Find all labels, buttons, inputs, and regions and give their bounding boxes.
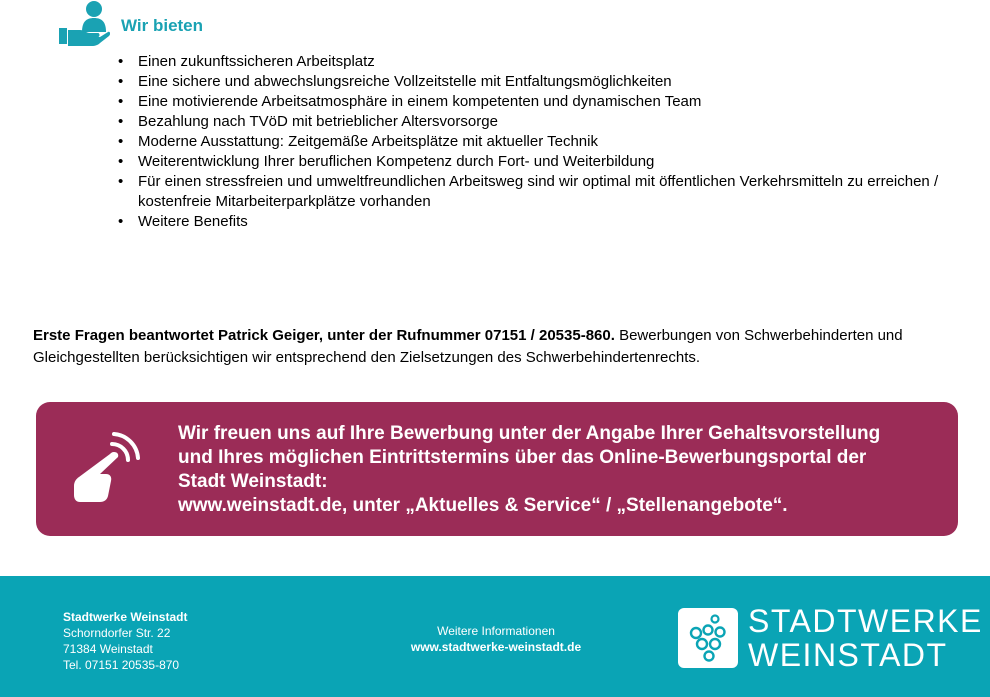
- logo-line-1: STADTWERKE: [748, 603, 983, 639]
- bullet: •: [118, 153, 124, 170]
- list-item-text: Bezahlung nach TVöD mit betrieblicher Altersvorsorge: [138, 113, 498, 130]
- list-item-text: Eine motivierende Arbeitsatmosphäre in einem kompetenten und dynamischen Team: [138, 93, 702, 110]
- list-item-text: Weiterentwicklung Ihrer beruflichen Kompetenz durch Fort- und Weiterbildung: [138, 153, 655, 170]
- list-item-text: Weitere Benefits: [138, 213, 248, 230]
- bullet: •: [118, 53, 124, 70]
- banner-line: und Ihres möglichen Eintrittstermins über das Online-Bewerbungsportal der: [178, 447, 867, 468]
- benefits-list: [118, 52, 968, 232]
- list-item-text: Einen zukunftssicheren Arbeitsplatz: [138, 53, 375, 70]
- banner-line: www.weinstadt.de, unter „Aktuelles & Service“ / „Stellenangebote“.: [178, 495, 788, 516]
- list-item: [118, 72, 968, 92]
- bullet: •: [118, 73, 124, 90]
- list-item: [118, 112, 968, 132]
- bullet: •: [118, 93, 124, 110]
- footer-org-name: Stadtwerke Weinstadt: [63, 610, 188, 624]
- list-item-text: Eine sichere und abwechslungsreiche Vollzeitstelle mit Entfaltungsmöglichkeiten: [138, 73, 672, 90]
- list-item: [118, 92, 968, 112]
- footer-city: 71384 Weinstadt: [63, 642, 153, 656]
- footer-phone: Tel. 07151 20535-870: [63, 658, 180, 672]
- footer: [0, 576, 990, 697]
- bullet: •: [118, 213, 124, 230]
- contact-paragraph: [33, 325, 968, 369]
- list-item: [118, 52, 968, 72]
- contact-rest: Bewerbungen von Schwerbehinderten und Gleichgestellten berücksichtigen wir entsprechend den Zielsetzungen des Schwerbehindertenrechts.: [33, 327, 903, 366]
- logo-wordmark: [748, 604, 983, 672]
- footer-address: [63, 609, 187, 673]
- footer-info: [380, 623, 612, 655]
- list-item: [118, 212, 968, 232]
- bullet: •: [118, 133, 124, 150]
- list-item-text: Für einen stressfreien und umweltfreundlichen Arbeitsweg sind wir optimal mit öffentlichen Verkehrsmitteln zu erreichen / kostenfreie Mitarbeiterparkplätze vorhanden: [138, 173, 939, 210]
- banner-line: Stadt Weinstadt:: [178, 471, 328, 492]
- footer-info-url[interactable]: www.stadtwerke-weinstadt.de: [410, 640, 582, 654]
- grapes-icon: [678, 608, 738, 668]
- banner-text: [178, 422, 938, 518]
- logo-mark: [678, 608, 738, 668]
- hand-person-icon: [58, 0, 110, 48]
- list-item: [118, 152, 968, 172]
- footer-street: Schorndorfer Str. 22: [63, 626, 171, 640]
- bullet: •: [118, 113, 124, 130]
- footer-info-label: Weitere Informationen: [437, 624, 555, 638]
- bullet: •: [118, 173, 124, 190]
- contact-bold: Erste Fragen beantwortet Patrick Geiger, unter der Rufnummer 07151 / 20535-860.: [33, 327, 615, 344]
- offer-title: Wir bieten: [121, 16, 204, 35]
- touch-hand-icon: [66, 430, 146, 510]
- list-item-text: Moderne Ausstattung: Zeitgemäße Arbeitsplätze mit aktueller Technik: [138, 133, 598, 150]
- banner-line: Wir freuen uns auf Ihre Bewerbung unter der Angabe Ihrer Gehaltsvorstellung: [178, 423, 881, 444]
- list-item: [118, 172, 968, 212]
- logo-line-2: WEINSTADT: [748, 637, 948, 673]
- application-banner: [36, 402, 958, 536]
- list-item: [118, 132, 968, 152]
- offer-header: [58, 0, 110, 48]
